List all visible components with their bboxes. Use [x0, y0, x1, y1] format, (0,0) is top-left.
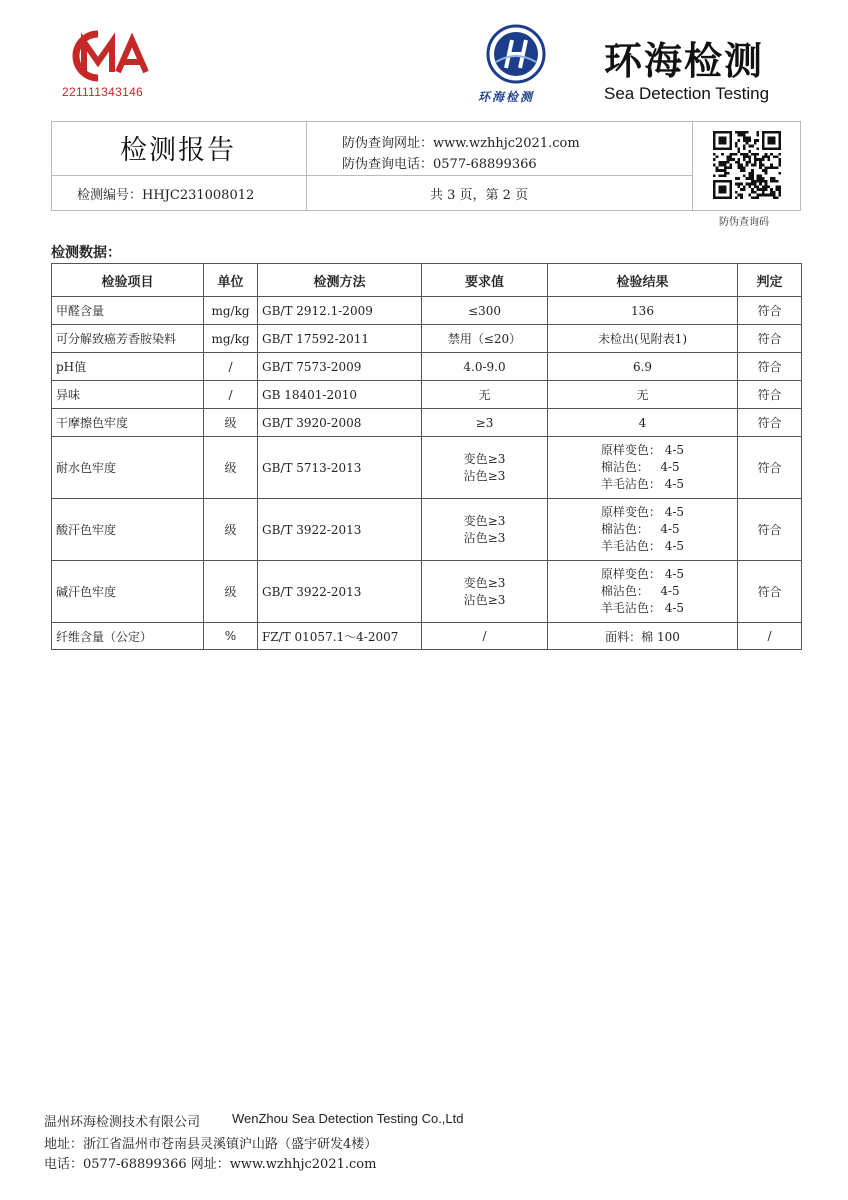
result-line: 棉沾色： 4-5 — [600, 584, 680, 598]
cell-requirement — [422, 381, 548, 409]
cell-result — [548, 437, 738, 499]
cell-unit: 级 — [204, 437, 258, 499]
report-number: 检测编号：HHJC231008012 — [77, 188, 255, 203]
table-row — [52, 381, 802, 409]
requirement-line: 无 — [478, 388, 491, 402]
footer-address: 地址：浙江省温州市苍南县灵溪镇沪山路（盛宇研发4楼） — [44, 1137, 378, 1152]
cell-result — [548, 409, 738, 437]
cell-verdict: / — [738, 623, 802, 650]
cell-verdict: 符合 — [738, 499, 802, 561]
cell-item: 酸汗色牢度 — [52, 499, 204, 561]
cell-requirement — [422, 561, 548, 623]
cell-unit: / — [204, 381, 258, 409]
cell-result — [548, 353, 738, 381]
divider — [692, 121, 693, 211]
cell-verdict: 符合 — [738, 353, 802, 381]
result-line: 羊毛沾色： 4-5 — [600, 539, 685, 553]
company-logo-icon — [486, 22, 546, 86]
company-name-en: Sea Detection Testing — [604, 84, 770, 103]
table-row — [52, 325, 802, 353]
cell-item: pH值 — [52, 353, 204, 381]
result-line: 棉沾色： 4-5 — [600, 460, 680, 474]
cell-method: GB/T 17592-2011 — [258, 325, 422, 353]
cell-requirement — [422, 297, 548, 325]
cell-verdict: 符合 — [738, 297, 802, 325]
cell-result — [548, 325, 738, 353]
requirement-line: ≥3 — [475, 415, 494, 430]
result-line: 羊毛沾色： 4-5 — [600, 477, 685, 491]
header-method: 检测方法 — [258, 264, 422, 297]
cell-unit: 级 — [204, 409, 258, 437]
cell-requirement — [422, 409, 548, 437]
header-requirement: 要求值 — [422, 264, 548, 297]
cell-item: 可分解致癌芳香胺染料 — [52, 325, 204, 353]
cell-item: 耐水色牢度 — [52, 437, 204, 499]
result-line: 未检出(见附表1) — [598, 332, 687, 346]
page-info: 共 3 页，第 2 页 — [430, 188, 529, 203]
cell-method: GB/T 5713-2013 — [258, 437, 422, 499]
cell-unit: 级 — [204, 499, 258, 561]
qr-code-icon — [713, 131, 781, 199]
cell-requirement — [422, 499, 548, 561]
table-row — [52, 437, 802, 499]
cell-result — [548, 381, 738, 409]
header-unit: 单位 — [204, 264, 258, 297]
cell-requirement — [422, 437, 548, 499]
cell-item: 异味 — [52, 381, 204, 409]
requirement-line: 变色≥3 — [463, 451, 506, 466]
cell-verdict: 符合 — [738, 381, 802, 409]
cell-method: GB 18401-2010 — [258, 381, 422, 409]
cell-unit: % — [204, 623, 258, 650]
data-section-title: 检测数据： — [51, 245, 121, 261]
cell-result — [548, 499, 738, 561]
result-line: 原样变色： 4-5 — [600, 505, 685, 519]
cma-logo — [58, 28, 154, 84]
verification-url: 防伪查询网址：www.wzhhjc2021.com — [342, 136, 580, 151]
cell-method: GB/T 3920-2008 — [258, 409, 422, 437]
result-line: 136 — [631, 303, 654, 318]
report-title: 检测报告 — [120, 135, 236, 166]
cell-method: GB/T 2912.1-2009 — [258, 297, 422, 325]
requirement-line: 禁用（≤20） — [447, 332, 522, 346]
cma-certificate-number: 221111343146 — [62, 85, 144, 99]
footer-company-name-cn: 温州环海检测技术有限公司 — [44, 1115, 201, 1130]
header-item: 检验项目 — [52, 264, 204, 297]
cell-requirement — [422, 623, 548, 650]
result-line: 羊毛沾色： 4-5 — [600, 601, 685, 615]
cell-result — [548, 561, 738, 623]
table-row — [52, 561, 802, 623]
result-line: 无 — [636, 388, 649, 402]
table-row — [52, 297, 802, 325]
cell-requirement — [422, 325, 548, 353]
cell-method: GB/T 3922-2013 — [258, 499, 422, 561]
table-row — [52, 499, 802, 561]
requirement-line: ≤300 — [468, 303, 501, 318]
cell-item: 干摩擦色牢度 — [52, 409, 204, 437]
cell-unit: mg/kg — [204, 297, 258, 325]
result-line: 6.9 — [632, 359, 653, 374]
cell-verdict: 符合 — [738, 325, 802, 353]
requirement-line: 变色≥3 — [463, 513, 506, 528]
cell-unit: 级 — [204, 561, 258, 623]
result-line: 原样变色： 4-5 — [600, 567, 685, 581]
cell-item: 甲醛含量 — [52, 297, 204, 325]
table-row — [52, 623, 802, 650]
cell-method: GB/T 7573-2009 — [258, 353, 422, 381]
requirement-line: 沾色≥3 — [463, 592, 506, 607]
requirement-line: 变色≥3 — [463, 575, 506, 590]
cell-unit: / — [204, 353, 258, 381]
header-verdict: 判定 — [738, 264, 802, 297]
requirement-line: / — [482, 629, 487, 643]
requirement-line: 4.0-9.0 — [463, 359, 506, 374]
footer-contact: 电话：0577-68899366 网址：www.wzhhjc2021.com — [44, 1157, 377, 1172]
table-header-row — [52, 264, 802, 297]
cell-verdict: 符合 — [738, 409, 802, 437]
cell-result — [548, 623, 738, 650]
company-logo-text: 环海检测 — [478, 90, 535, 104]
qr-code-label: 防伪查询码 — [719, 217, 769, 228]
cell-requirement — [422, 353, 548, 381]
table-row — [52, 353, 802, 381]
result-line: 4 — [638, 415, 647, 430]
cell-method: FZ/T 01057.1～4-2007 — [258, 623, 422, 650]
cell-verdict: 符合 — [738, 561, 802, 623]
cell-method: GB/T 3922-2013 — [258, 561, 422, 623]
cell-result — [548, 297, 738, 325]
cell-item: 纤维含量（公定） — [52, 623, 204, 650]
table-row — [52, 409, 802, 437]
result-line: 棉沾色： 4-5 — [600, 522, 680, 536]
footer-company-name-en: WenZhou Sea Detection Testing Co.,Ltd — [232, 1111, 464, 1126]
cell-unit: mg/kg — [204, 325, 258, 353]
cell-verdict: 符合 — [738, 437, 802, 499]
header-result: 检验结果 — [548, 264, 738, 297]
divider — [51, 175, 692, 176]
cell-item: 碱汗色牢度 — [52, 561, 204, 623]
requirement-line: 沾色≥3 — [463, 530, 506, 545]
requirement-line: 沾色≥3 — [463, 468, 506, 483]
test-results-table — [51, 263, 802, 650]
result-line: 原样变色： 4-5 — [600, 443, 685, 457]
divider — [306, 121, 307, 211]
verification-phone: 防伪查询电话：0577-68899366 — [342, 157, 537, 172]
result-line: 面料：棉 100 — [605, 629, 680, 644]
company-name-cn: 环海检测 — [604, 39, 765, 83]
